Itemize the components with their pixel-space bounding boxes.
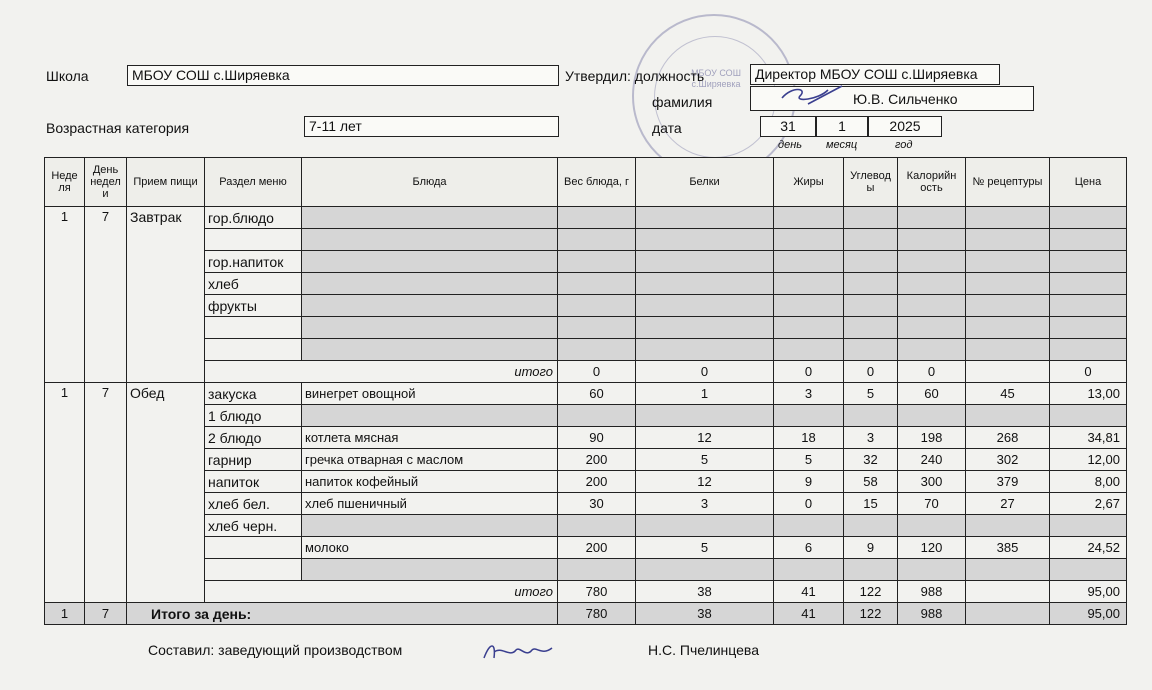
dish-name: напиток кофейный — [302, 471, 558, 493]
date-year-field: 2025 — [868, 116, 942, 137]
total-price: 0 — [1050, 361, 1127, 383]
dish-weight — [558, 515, 636, 537]
dish-fat — [774, 405, 844, 427]
dish-weight: 90 — [558, 427, 636, 449]
dish-protein: 12 — [636, 471, 774, 493]
menu-section: напиток — [205, 471, 302, 493]
dish-fat — [774, 559, 844, 581]
dish-carbs — [844, 515, 898, 537]
dish-price: 8,00 — [1050, 471, 1127, 493]
dish-weight: 200 — [558, 471, 636, 493]
header-fat: Жиры — [774, 158, 844, 207]
total-recipe — [966, 361, 1050, 383]
day-total-carbs: 122 — [844, 603, 898, 625]
menu-section: хлеб — [205, 273, 302, 295]
total-protein: 38 — [636, 581, 774, 603]
menu-section: гор.блюдо — [205, 207, 302, 229]
day-total-row — [45, 603, 1127, 625]
dish-carbs: 15 — [844, 493, 898, 515]
dish-recipe: 27 — [966, 493, 1050, 515]
menu-section: 2 блюдо — [205, 427, 302, 449]
dish-fat: 3 — [774, 383, 844, 405]
table-row — [45, 273, 1127, 295]
dish-recipe: 379 — [966, 471, 1050, 493]
total-carbs: 122 — [844, 581, 898, 603]
table-row — [45, 405, 1127, 427]
dish-name — [302, 559, 558, 581]
table-row — [45, 339, 1127, 361]
dish-recipe: 385 — [966, 537, 1050, 559]
header-dishes: Блюда — [302, 158, 558, 207]
table-row — [45, 251, 1127, 273]
menu-section: фрукты — [205, 295, 302, 317]
total-weight: 780 — [558, 581, 636, 603]
table-row — [45, 317, 1127, 339]
dish-price: 2,67 — [1050, 493, 1127, 515]
dish-recipe — [966, 515, 1050, 537]
table-row — [45, 229, 1127, 251]
header-meal: Прием пищи — [127, 158, 205, 207]
dish-protein — [636, 515, 774, 537]
dish-price: 34,81 — [1050, 427, 1127, 449]
manager-signature — [480, 636, 560, 666]
dish-calories — [898, 515, 966, 537]
position-field: Директор МБОУ СОШ с.Ширяевка — [750, 64, 1000, 85]
total-calories: 988 — [898, 581, 966, 603]
total-weight: 0 — [558, 361, 636, 383]
table-header-row — [45, 158, 1127, 207]
dish-fat: 0 — [774, 493, 844, 515]
table-row — [45, 449, 1127, 471]
dish-protein: 1 — [636, 383, 774, 405]
menu-section: хлеб бел. — [205, 493, 302, 515]
dish-calories: 70 — [898, 493, 966, 515]
header-calories: Калорийн ость — [898, 158, 966, 207]
dish-carbs: 58 — [844, 471, 898, 493]
lunch-total-row — [45, 581, 1127, 603]
dish-recipe — [966, 559, 1050, 581]
menu-section: 1 блюдо — [205, 405, 302, 427]
dish-carbs: 9 — [844, 537, 898, 559]
compiled-by-label: Составил: заведующий производством — [148, 642, 403, 658]
day-total-week: 1 — [45, 603, 85, 625]
dish-protein — [636, 559, 774, 581]
day-caption: день — [778, 139, 803, 151]
day-total-calories: 988 — [898, 603, 966, 625]
menu-section — [205, 559, 302, 581]
date-month-field: 1 — [816, 116, 868, 137]
dish-fat: 9 — [774, 471, 844, 493]
header-protein: Белки — [636, 158, 774, 207]
dish-protein: 12 — [636, 427, 774, 449]
dish-recipe — [966, 405, 1050, 427]
header-weight: Вес блюда, г — [558, 158, 636, 207]
dish-protein: 3 — [636, 493, 774, 515]
dish-name: котлета мясная — [302, 427, 558, 449]
dish-carbs: 3 — [844, 427, 898, 449]
dish-price — [1050, 559, 1127, 581]
header-carbs: Углевод ы — [844, 158, 898, 207]
table-row — [45, 207, 1127, 229]
menu-section: хлеб черн. — [205, 515, 302, 537]
dish-recipe: 268 — [966, 427, 1050, 449]
table-row — [45, 295, 1127, 317]
lunch-meal: Обед — [127, 383, 205, 603]
day-total-fat: 41 — [774, 603, 844, 625]
menu-section: закуска — [205, 383, 302, 405]
age-category-label: Возрастная категория — [46, 120, 190, 136]
header-price: Цена — [1050, 158, 1127, 207]
dish-name: молоко — [302, 537, 558, 559]
dish-carbs — [844, 559, 898, 581]
day-total-day: 7 — [85, 603, 127, 625]
menu-section — [205, 317, 302, 339]
dish-calories — [898, 405, 966, 427]
header-day: День недел и — [85, 158, 127, 207]
dish-weight — [558, 559, 636, 581]
school-label: Школа — [46, 68, 89, 84]
dish-name: хлеб пшеничный — [302, 493, 558, 515]
dish-calories: 120 — [898, 537, 966, 559]
dish-calories: 300 — [898, 471, 966, 493]
dish-weight: 60 — [558, 383, 636, 405]
breakfast-week: 1 — [45, 207, 85, 383]
dish-recipe: 302 — [966, 449, 1050, 471]
table-row — [45, 559, 1127, 581]
dish-price: 13,00 — [1050, 383, 1127, 405]
dish-protein — [636, 405, 774, 427]
breakfast-day: 7 — [85, 207, 127, 383]
day-total-label: Итого за день: — [127, 603, 558, 625]
date-day-field: 31 — [760, 116, 816, 137]
day-total-weight: 780 — [558, 603, 636, 625]
dish-fat: 5 — [774, 449, 844, 471]
dish-calories: 60 — [898, 383, 966, 405]
dish-recipe: 45 — [966, 383, 1050, 405]
compiled-by-name: Н.С. Пчелинцева — [648, 642, 760, 658]
dish-name — [302, 515, 558, 537]
day-total-recipe — [966, 603, 1050, 625]
dish-name: гречка отварная с маслом — [302, 449, 558, 471]
menu-section — [205, 339, 302, 361]
age-category-field: 7-11 лет — [304, 116, 559, 137]
dish-name: винегрет овощной — [302, 383, 558, 405]
total-recipe — [966, 581, 1050, 603]
total-label: итого — [205, 361, 558, 383]
table-row — [45, 537, 1127, 559]
stamp-text: МБОУ СОШ с.Ширяевка — [691, 68, 741, 89]
director-signature — [778, 80, 848, 110]
dish-weight: 200 — [558, 537, 636, 559]
dish-calories: 240 — [898, 449, 966, 471]
breakfast-total-row — [45, 361, 1127, 383]
table-row — [45, 515, 1127, 537]
dish-weight: 200 — [558, 449, 636, 471]
header-recipe: № рецептуры — [966, 158, 1050, 207]
dish-fat: 6 — [774, 537, 844, 559]
total-label: итого — [205, 581, 558, 603]
breakfast-meal: Завтрак — [127, 207, 205, 383]
total-fat: 0 — [774, 361, 844, 383]
menu-section: гор.напиток — [205, 251, 302, 273]
table-row — [45, 493, 1127, 515]
total-protein: 0 — [636, 361, 774, 383]
dish-protein: 5 — [636, 449, 774, 471]
lunch-day: 7 — [85, 383, 127, 603]
dish-carbs: 32 — [844, 449, 898, 471]
menu-section — [205, 537, 302, 559]
lunch-week: 1 — [45, 383, 85, 603]
total-calories: 0 — [898, 361, 966, 383]
school-field: МБОУ СОШ с.Ширяевка — [127, 65, 559, 86]
dish-carbs: 5 — [844, 383, 898, 405]
surname-label: фамилия — [652, 94, 713, 110]
date-label: дата — [652, 120, 682, 136]
approved-label: Утвердил: должность — [565, 68, 705, 84]
dish-calories — [898, 559, 966, 581]
menu-section — [205, 229, 302, 251]
day-total-price: 95,00 — [1050, 603, 1127, 625]
dish-weight: 30 — [558, 493, 636, 515]
dish-price — [1050, 515, 1127, 537]
dish-fat: 18 — [774, 427, 844, 449]
month-caption: месяц — [826, 139, 858, 151]
surname-field: Ю.В. Сильченко — [750, 86, 1034, 111]
header-section: Раздел меню — [205, 158, 302, 207]
dish-weight — [558, 405, 636, 427]
day-total-protein: 38 — [636, 603, 774, 625]
menu-section: гарнир — [205, 449, 302, 471]
dish-fat — [774, 515, 844, 537]
menu-table — [44, 157, 1127, 625]
dish-carbs — [844, 405, 898, 427]
dish-price — [1050, 405, 1127, 427]
table-row — [45, 383, 1127, 405]
dish-calories: 198 — [898, 427, 966, 449]
table-row — [45, 427, 1127, 449]
dish-protein: 5 — [636, 537, 774, 559]
table-row — [45, 471, 1127, 493]
header-week: Неде ля — [45, 158, 85, 207]
total-price: 95,00 — [1050, 581, 1127, 603]
total-carbs: 0 — [844, 361, 898, 383]
total-fat: 41 — [774, 581, 844, 603]
dish-price: 24,52 — [1050, 537, 1127, 559]
year-caption: год — [895, 139, 913, 151]
dish-name — [302, 405, 558, 427]
dish-price: 12,00 — [1050, 449, 1127, 471]
